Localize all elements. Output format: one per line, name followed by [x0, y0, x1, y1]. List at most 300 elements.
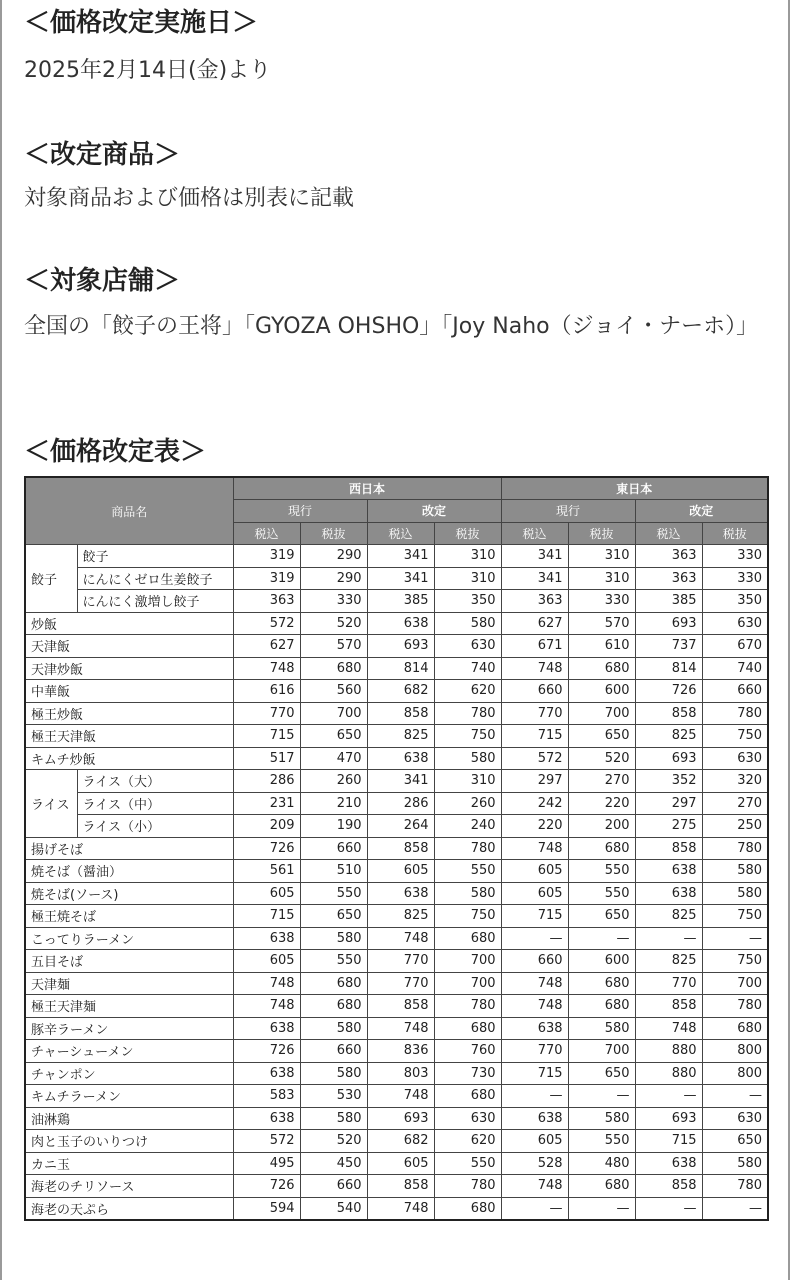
price-cell: 341: [501, 545, 568, 568]
price-cell: 680: [568, 995, 635, 1018]
price-cell: 550: [568, 1130, 635, 1153]
price-cell: 605: [367, 860, 434, 883]
price-cell: 780: [434, 1175, 501, 1198]
tax-excluded-header: 税抜: [568, 522, 635, 545]
east-japan-header: 東日本: [501, 477, 768, 500]
price-cell: 748: [501, 837, 568, 860]
price-cell: 748: [233, 972, 300, 995]
price-cell: 770: [635, 972, 702, 995]
tax-excluded-header: 税抜: [434, 522, 501, 545]
price-cell: 858: [367, 1175, 434, 1198]
price-cell: 650: [568, 1062, 635, 1085]
group-name-cell: ライス: [25, 770, 77, 838]
price-cell: 550: [300, 950, 367, 973]
table-heading: ＜価格改定表＞: [24, 437, 207, 467]
price-cell: —: [635, 927, 702, 950]
price-cell: 528: [501, 1152, 568, 1175]
price-cell: 310: [434, 770, 501, 793]
price-cell: 680: [568, 972, 635, 995]
price-cell: 715: [501, 725, 568, 748]
price-cell: 638: [367, 882, 434, 905]
product-name-cell: 海老のチリソース: [25, 1175, 233, 1198]
price-cell: 580: [300, 1107, 367, 1130]
price-cell: 780: [702, 995, 768, 1018]
product-name-cell: 極王焼そば: [25, 905, 233, 928]
price-cell: 385: [635, 590, 702, 613]
price-cell: 620: [434, 680, 501, 703]
price-cell: 363: [501, 590, 568, 613]
price-cell: 290: [300, 545, 367, 568]
price-cell: 320: [702, 770, 768, 793]
price-cell: 748: [367, 1197, 434, 1220]
price-cell: 620: [434, 1130, 501, 1153]
price-cell: 638: [635, 860, 702, 883]
price-cell: 803: [367, 1062, 434, 1085]
price-cell: 671: [501, 635, 568, 658]
price-cell: 310: [434, 567, 501, 590]
price-cell: 630: [434, 1107, 501, 1130]
product-name-cell: 五目そば: [25, 950, 233, 973]
price-cell: 715: [501, 1062, 568, 1085]
price-cell: 572: [233, 612, 300, 635]
price-cell: 680: [434, 1085, 501, 1108]
table-row: [25, 882, 768, 905]
price-cell: 638: [233, 1107, 300, 1130]
product-name-cell: 揚げそば: [25, 837, 233, 860]
east-revised-header: 改定: [635, 500, 768, 523]
price-cell: 680: [300, 995, 367, 1018]
products-heading: ＜改定商品＞: [24, 140, 181, 170]
product-name-cell: 極王炒飯: [25, 702, 233, 725]
price-cell: 715: [501, 905, 568, 928]
price-cell: 693: [367, 1107, 434, 1130]
product-name-cell: 油淋鶏: [25, 1107, 233, 1130]
table-row: [25, 1085, 768, 1108]
price-cell: 385: [367, 590, 434, 613]
price-cell: 780: [434, 837, 501, 860]
price-cell: 770: [501, 1040, 568, 1063]
table-row: [25, 1197, 768, 1220]
price-cell: 780: [702, 1175, 768, 1198]
date-heading: ＜価格改定実施日＞: [24, 8, 259, 38]
price-cell: 660: [501, 680, 568, 703]
price-cell: 220: [568, 792, 635, 815]
price-cell: 680: [568, 837, 635, 860]
product-name-cell: ライス（中）: [77, 792, 233, 815]
price-cell: 825: [367, 905, 434, 928]
table-row: [25, 837, 768, 860]
price-cell: —: [635, 1197, 702, 1220]
price-cell: 350: [434, 590, 501, 613]
price-cell: 700: [434, 950, 501, 973]
table-row: [25, 702, 768, 725]
price-cell: 858: [635, 702, 702, 725]
table-header: [25, 477, 768, 545]
price-cell: 240: [434, 815, 501, 838]
price-cell: 310: [568, 567, 635, 590]
price-cell: 680: [568, 657, 635, 680]
product-name-cell: 餃子: [77, 545, 233, 568]
table-row: [25, 860, 768, 883]
table-row: [25, 905, 768, 928]
price-cell: 825: [367, 725, 434, 748]
price-cell: 319: [233, 545, 300, 568]
price-cell: 680: [434, 1017, 501, 1040]
price-cell: 748: [367, 1085, 434, 1108]
product-name-cell: 天津飯: [25, 635, 233, 658]
price-cell: 550: [300, 882, 367, 905]
product-name-cell: ライス（大）: [77, 770, 233, 793]
price-cell: 470: [300, 747, 367, 770]
price-cell: 770: [233, 702, 300, 725]
price-cell: 693: [635, 747, 702, 770]
stores-heading: ＜対象店舗＞: [24, 266, 181, 296]
price-cell: 682: [367, 1130, 434, 1153]
price-cell: 319: [233, 567, 300, 590]
price-cell: 748: [635, 1017, 702, 1040]
product-name-cell: キムチラーメン: [25, 1085, 233, 1108]
price-cell: 580: [300, 1017, 367, 1040]
table-body: [25, 545, 768, 1220]
price-cell: 550: [434, 1152, 501, 1175]
product-name-cell: 天津炒飯: [25, 657, 233, 680]
table-row: [25, 657, 768, 680]
price-cell: 750: [702, 905, 768, 928]
table-row: [25, 950, 768, 973]
price-cell: 858: [367, 995, 434, 1018]
table-row: [25, 1062, 768, 1085]
price-cell: 650: [300, 725, 367, 748]
price-cell: 600: [568, 950, 635, 973]
products-text: 対象商品および価格は別表に記載: [24, 186, 355, 211]
price-cell: 825: [635, 950, 702, 973]
price-cell: 693: [635, 612, 702, 635]
table-row: [25, 680, 768, 703]
price-cell: 270: [702, 792, 768, 815]
table-row: [25, 567, 768, 590]
product-name-cell: 極王天津麺: [25, 995, 233, 1018]
price-cell: 730: [434, 1062, 501, 1085]
price-cell: 814: [635, 657, 702, 680]
price-cell: 737: [635, 635, 702, 658]
price-cell: 880: [635, 1040, 702, 1063]
west-revised-header: 改定: [367, 500, 501, 523]
price-cell: 660: [300, 837, 367, 860]
price-cell: 580: [434, 612, 501, 635]
price-cell: —: [501, 1085, 568, 1108]
table-row: [25, 1017, 768, 1040]
price-cell: 520: [568, 747, 635, 770]
price-cell: 510: [300, 860, 367, 883]
table-row: [25, 1152, 768, 1175]
table-row: [25, 815, 768, 838]
table-row: [25, 927, 768, 950]
price-cell: 580: [568, 1107, 635, 1130]
price-cell: 638: [635, 882, 702, 905]
product-name-cell: 極王天津飯: [25, 725, 233, 748]
table-row: [25, 972, 768, 995]
product-name-cell: チャンポン: [25, 1062, 233, 1085]
price-cell: —: [568, 1197, 635, 1220]
price-cell: —: [702, 1085, 768, 1108]
price-cell: 825: [635, 905, 702, 928]
table-row: [25, 792, 768, 815]
price-cell: 520: [300, 1130, 367, 1153]
price-cell: 700: [702, 972, 768, 995]
price-cell: 561: [233, 860, 300, 883]
price-cell: 670: [702, 635, 768, 658]
price-cell: 638: [233, 1062, 300, 1085]
price-cell: 700: [300, 702, 367, 725]
price-cell: 341: [367, 545, 434, 568]
price-cell: 290: [300, 567, 367, 590]
price-cell: —: [702, 1197, 768, 1220]
price-cell: 638: [635, 1152, 702, 1175]
product-name-cell: 天津麺: [25, 972, 233, 995]
price-cell: 286: [367, 792, 434, 815]
price-cell: 680: [434, 1197, 501, 1220]
price-cell: 660: [501, 950, 568, 973]
table-row: [25, 1040, 768, 1063]
price-cell: 200: [568, 815, 635, 838]
price-cell: 330: [702, 545, 768, 568]
price-cell: 580: [434, 747, 501, 770]
price-cell: 748: [501, 995, 568, 1018]
price-cell: —: [568, 1085, 635, 1108]
price-cell: 495: [233, 1152, 300, 1175]
price-cell: 580: [702, 882, 768, 905]
price-cell: 814: [367, 657, 434, 680]
price-cell: 450: [300, 1152, 367, 1175]
price-cell: 700: [568, 702, 635, 725]
product-name-cell: キムチ炒飯: [25, 747, 233, 770]
price-cell: 740: [702, 657, 768, 680]
price-cell: 580: [568, 1017, 635, 1040]
price-cell: 660: [702, 680, 768, 703]
price-cell: 638: [501, 1107, 568, 1130]
price-cell: 715: [233, 725, 300, 748]
tax-included-header: 税込: [367, 522, 434, 545]
price-cell: 260: [300, 770, 367, 793]
price-cell: 270: [568, 770, 635, 793]
price-cell: 209: [233, 815, 300, 838]
price-cell: 748: [367, 1017, 434, 1040]
price-cell: 560: [300, 680, 367, 703]
price-cell: 610: [568, 635, 635, 658]
product-name-cell: 豚辛ラーメン: [25, 1017, 233, 1040]
price-cell: 242: [501, 792, 568, 815]
table-row: [25, 1175, 768, 1198]
price-cell: 605: [501, 1130, 568, 1153]
west-japan-header: 西日本: [233, 477, 501, 500]
product-name-cell: こってりラーメン: [25, 927, 233, 950]
price-cell: 286: [233, 770, 300, 793]
date-text: 2025年2月14日(金)より: [24, 58, 272, 83]
price-cell: —: [568, 927, 635, 950]
price-cell: 750: [434, 905, 501, 928]
table-row: [25, 635, 768, 658]
price-cell: 660: [300, 1040, 367, 1063]
price-cell: 572: [233, 1130, 300, 1153]
price-cell: 190: [300, 815, 367, 838]
price-cell: 680: [434, 927, 501, 950]
price-cell: 750: [702, 725, 768, 748]
price-cell: 605: [233, 882, 300, 905]
price-cell: 580: [702, 1152, 768, 1175]
product-name-cell: ライス（小）: [77, 815, 233, 838]
price-cell: 605: [233, 950, 300, 973]
price-cell: 715: [635, 1130, 702, 1153]
price-cell: 650: [702, 1130, 768, 1153]
price-cell: —: [501, 927, 568, 950]
price-cell: 630: [702, 1107, 768, 1130]
price-cell: 858: [635, 837, 702, 860]
price-cell: —: [702, 927, 768, 950]
price-cell: 700: [568, 1040, 635, 1063]
table-row: [25, 1130, 768, 1153]
east-current-header: 現行: [501, 500, 635, 523]
tax-included-header: 税込: [233, 522, 300, 545]
table-row: [25, 612, 768, 635]
price-cell: 616: [233, 680, 300, 703]
price-cell: 770: [367, 972, 434, 995]
table-row: [25, 590, 768, 613]
price-cell: 760: [434, 1040, 501, 1063]
price-cell: 780: [434, 702, 501, 725]
product-name-cell: 炒飯: [25, 612, 233, 635]
price-cell: 726: [635, 680, 702, 703]
price-cell: 341: [501, 567, 568, 590]
price-cell: 570: [300, 635, 367, 658]
price-cell: 715: [233, 905, 300, 928]
price-cell: 726: [233, 837, 300, 860]
product-name-cell: 焼そば（醤油）: [25, 860, 233, 883]
group-name-cell: 餃子: [25, 545, 77, 613]
price-cell: 627: [501, 612, 568, 635]
price-cell: 740: [434, 657, 501, 680]
product-name-cell: チャーシューメン: [25, 1040, 233, 1063]
price-cell: 682: [367, 680, 434, 703]
price-cell: 770: [367, 950, 434, 973]
price-cell: 580: [702, 860, 768, 883]
price-cell: 800: [702, 1062, 768, 1085]
price-cell: 638: [367, 612, 434, 635]
table-row: [25, 770, 768, 793]
price-cell: 583: [233, 1085, 300, 1108]
price-cell: 275: [635, 815, 702, 838]
price-cell: 530: [300, 1085, 367, 1108]
price-cell: 580: [300, 927, 367, 950]
price-cell: 630: [702, 747, 768, 770]
price-cell: 750: [434, 725, 501, 748]
price-cell: 627: [233, 635, 300, 658]
product-name-cell: 焼そば(ソース): [25, 882, 233, 905]
price-cell: 297: [635, 792, 702, 815]
price-cell: 570: [568, 612, 635, 635]
price-cell: 605: [367, 1152, 434, 1175]
price-cell: 580: [300, 1062, 367, 1085]
price-cell: 231: [233, 792, 300, 815]
price-cell: 770: [501, 702, 568, 725]
price-cell: 650: [300, 905, 367, 928]
price-cell: 750: [702, 950, 768, 973]
product-name-cell: にんにく激増し餃子: [77, 590, 233, 613]
price-cell: 693: [635, 1107, 702, 1130]
price-cell: 748: [501, 972, 568, 995]
price-cell: 748: [501, 1175, 568, 1198]
price-cell: 638: [367, 747, 434, 770]
tax-included-header: 税込: [635, 522, 702, 545]
price-cell: 748: [233, 995, 300, 1018]
price-table: [24, 476, 769, 1221]
price-cell: 680: [300, 972, 367, 995]
price-cell: 330: [300, 590, 367, 613]
price-cell: 260: [434, 792, 501, 815]
product-name-cell: カニ玉: [25, 1152, 233, 1175]
price-cell: —: [501, 1197, 568, 1220]
price-cell: 350: [702, 590, 768, 613]
product-name-cell: にんにくゼロ生姜餃子: [77, 567, 233, 590]
price-cell: 520: [300, 612, 367, 635]
product-name-cell: 海老の天ぷら: [25, 1197, 233, 1220]
left-border: [0, 0, 2, 1280]
west-current-header: 現行: [233, 500, 367, 523]
price-cell: 363: [233, 590, 300, 613]
price-cell: 550: [568, 860, 635, 883]
price-cell: 858: [367, 837, 434, 860]
price-cell: 638: [233, 1017, 300, 1040]
price-cell: 363: [635, 545, 702, 568]
price-cell: 680: [300, 657, 367, 680]
price-cell: 780: [702, 837, 768, 860]
price-cell: 638: [501, 1017, 568, 1040]
price-cell: 363: [635, 567, 702, 590]
product-name-header: 商品名: [25, 477, 233, 545]
tax-excluded-header: 税抜: [702, 522, 768, 545]
price-cell: 680: [702, 1017, 768, 1040]
stores-text: 全国の「餃子の王将」「GYOZA OHSHO」「Joy Naho（ジョイ・ナーホ）」: [24, 314, 759, 339]
table-row: [25, 725, 768, 748]
product-name-cell: 中華飯: [25, 680, 233, 703]
price-cell: 630: [702, 612, 768, 635]
table-row: [25, 1107, 768, 1130]
price-cell: 800: [702, 1040, 768, 1063]
price-cell: 748: [501, 657, 568, 680]
price-cell: 858: [635, 1175, 702, 1198]
price-cell: 572: [501, 747, 568, 770]
price-cell: 780: [702, 702, 768, 725]
price-cell: 550: [568, 882, 635, 905]
price-cell: 693: [367, 635, 434, 658]
price-cell: 330: [702, 567, 768, 590]
price-cell: 748: [233, 657, 300, 680]
product-name-cell: 肉と玉子のいりつけ: [25, 1130, 233, 1153]
price-cell: 748: [367, 927, 434, 950]
price-cell: 600: [568, 680, 635, 703]
price-cell: 352: [635, 770, 702, 793]
price-cell: 310: [568, 545, 635, 568]
price-cell: 250: [702, 815, 768, 838]
price-cell: 650: [568, 905, 635, 928]
price-cell: 630: [434, 635, 501, 658]
table-row: [25, 995, 768, 1018]
price-cell: 680: [568, 1175, 635, 1198]
price-cell: 726: [233, 1175, 300, 1198]
price-cell: 264: [367, 815, 434, 838]
price-cell: 700: [434, 972, 501, 995]
price-cell: 880: [635, 1062, 702, 1085]
tax-excluded-header: 税抜: [300, 522, 367, 545]
